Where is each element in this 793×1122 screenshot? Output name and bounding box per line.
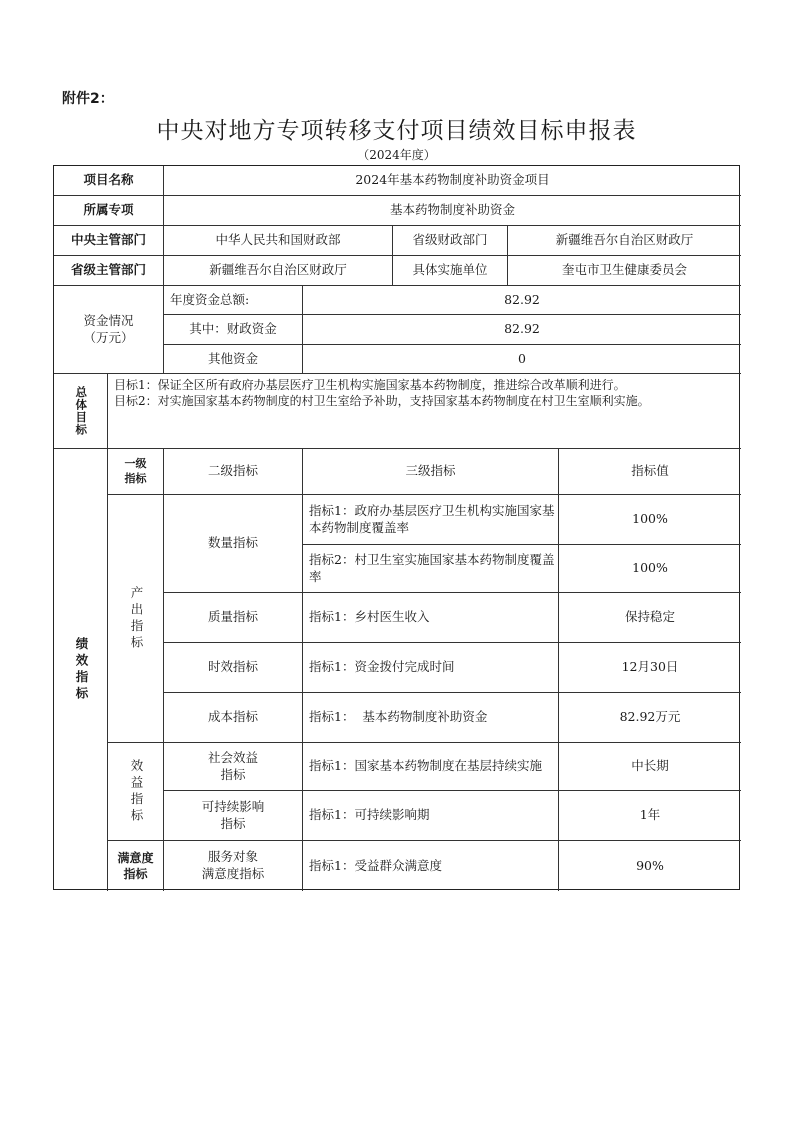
indicators-label [54, 449, 108, 891]
sustain-label-line1: 可持续影响 [201, 798, 265, 814]
quantity-2: 指标2：村卫生室实施国家基本药物制度覆盖率 [303, 545, 559, 593]
project-name-value: 2024年基本药物制度补助资金项目 [164, 166, 741, 196]
funds-other-value: 0 [303, 345, 741, 374]
funds-label-line1: 资金情况 [83, 312, 134, 328]
funds-finance-label: 其中：财政资金 [164, 315, 303, 345]
central-dept-label: 中央主管部门 [54, 226, 164, 256]
goals-content [108, 374, 741, 449]
year-label: （2024年度） [357, 148, 436, 162]
quantity-label: 数量指标 [164, 495, 303, 593]
cost-label: 成本指标 [164, 693, 303, 743]
timeliness-1: 指标1：资金拨付完成时间 [303, 643, 559, 693]
sustain-1-value: 1年 [559, 791, 741, 841]
col-level1 [108, 449, 164, 495]
project-name-label: 项目名称 [54, 166, 164, 196]
page-title: 中央对地方专项转移支付项目绩效目标申报表 [156, 118, 637, 144]
service-label-line2: 满意度指标 [201, 866, 265, 881]
prov-finance-label: 省级财政部门 [393, 226, 508, 256]
impl-unit-value: 奎屯市卫生健康委员会 [508, 256, 741, 286]
satisfaction-label-line1: 满意度 [117, 850, 154, 865]
benefit-label-text: 效益指标 [128, 758, 144, 825]
output-label-text: 产出指标 [128, 585, 144, 652]
service-1: 指标1：受益群众满意度 [303, 841, 559, 891]
prov-dept-label: 省级主管部门 [54, 256, 164, 286]
goals-label [54, 374, 108, 449]
prov-dept-value: 新疆维吾尔自治区财政厅 [164, 256, 393, 286]
quality-label: 质量指标 [164, 593, 303, 643]
social-1: 指标1：国家基本药物制度在基层持续实施 [303, 743, 559, 791]
central-dept-value: 中华人民共和国财政部 [164, 226, 393, 256]
funds-label [54, 286, 164, 374]
quality-1-value: 保持稳定 [559, 593, 741, 643]
special-label: 所属专项 [54, 196, 164, 226]
quantity-1-value: 100% [559, 495, 741, 545]
quantity-1: 指标1：政府办基层医疗卫生机构实施国家基本药物制度覆盖率 [303, 495, 559, 545]
sustain-label [164, 791, 303, 841]
funds-total-label: 年度资金总额: [164, 286, 303, 315]
col-level2: 二级指标 [164, 449, 303, 495]
performance-table [53, 165, 740, 890]
goals-label-text: 总体目标 [74, 386, 89, 436]
social-label [164, 743, 303, 791]
col-level3: 三级指标 [303, 449, 559, 495]
funds-finance-value: 82.92 [303, 315, 741, 345]
funds-label-line2: （万元） [83, 329, 134, 345]
col-level1-text: 一级指标 [124, 456, 147, 485]
satisfaction-label-line2: 指标 [123, 867, 148, 881]
prov-finance-value: 新疆维吾尔自治区财政厅 [508, 226, 741, 256]
social-1-value: 中长期 [559, 743, 741, 791]
indicators-label-text: 绩效指标 [73, 637, 89, 703]
benefit-label [108, 743, 164, 841]
attachment-label: 附件2： [62, 91, 114, 107]
social-label-line1: 社会效益 [207, 749, 258, 765]
funds-total-value: 82.92 [303, 286, 741, 315]
cost-1: 指标1： 基本药物制度补助资金 [303, 693, 559, 743]
social-label-line2: 指标 [220, 766, 246, 782]
quantity-2-value: 100% [559, 545, 741, 593]
goal-1: 目标1：保证全区所有政府办基层医疗卫生机构实施国家基本药物制度，推进综合改革顺利进行。 [114, 378, 626, 392]
service-label [164, 841, 303, 891]
col-value: 指标值 [559, 449, 741, 495]
funds-other-label: 其他资金 [164, 345, 303, 374]
satisfaction-label [108, 841, 164, 891]
service-label-line1: 服务对象 [207, 849, 258, 865]
impl-unit-label: 具体实施单位 [393, 256, 508, 286]
timeliness-label: 时效指标 [164, 643, 303, 693]
quality-1: 指标1：乡村医生收入 [303, 593, 559, 643]
goal-2: 目标2：对实施国家基本药物制度的村卫生室给予补助，支持国家基本药物制度在村卫生室顺利实施。 [114, 394, 650, 409]
sustain-1: 指标1：可持续影响期 [303, 791, 559, 841]
service-1-value: 90% [636, 857, 664, 873]
timeliness-1-value: 12月30日 [559, 643, 741, 693]
sustain-label-line2: 指标 [220, 815, 246, 831]
output-label [108, 495, 164, 743]
special-value: 基本药物制度补助资金 [164, 196, 741, 226]
cost-1-value: 82.92万元 [559, 693, 741, 743]
